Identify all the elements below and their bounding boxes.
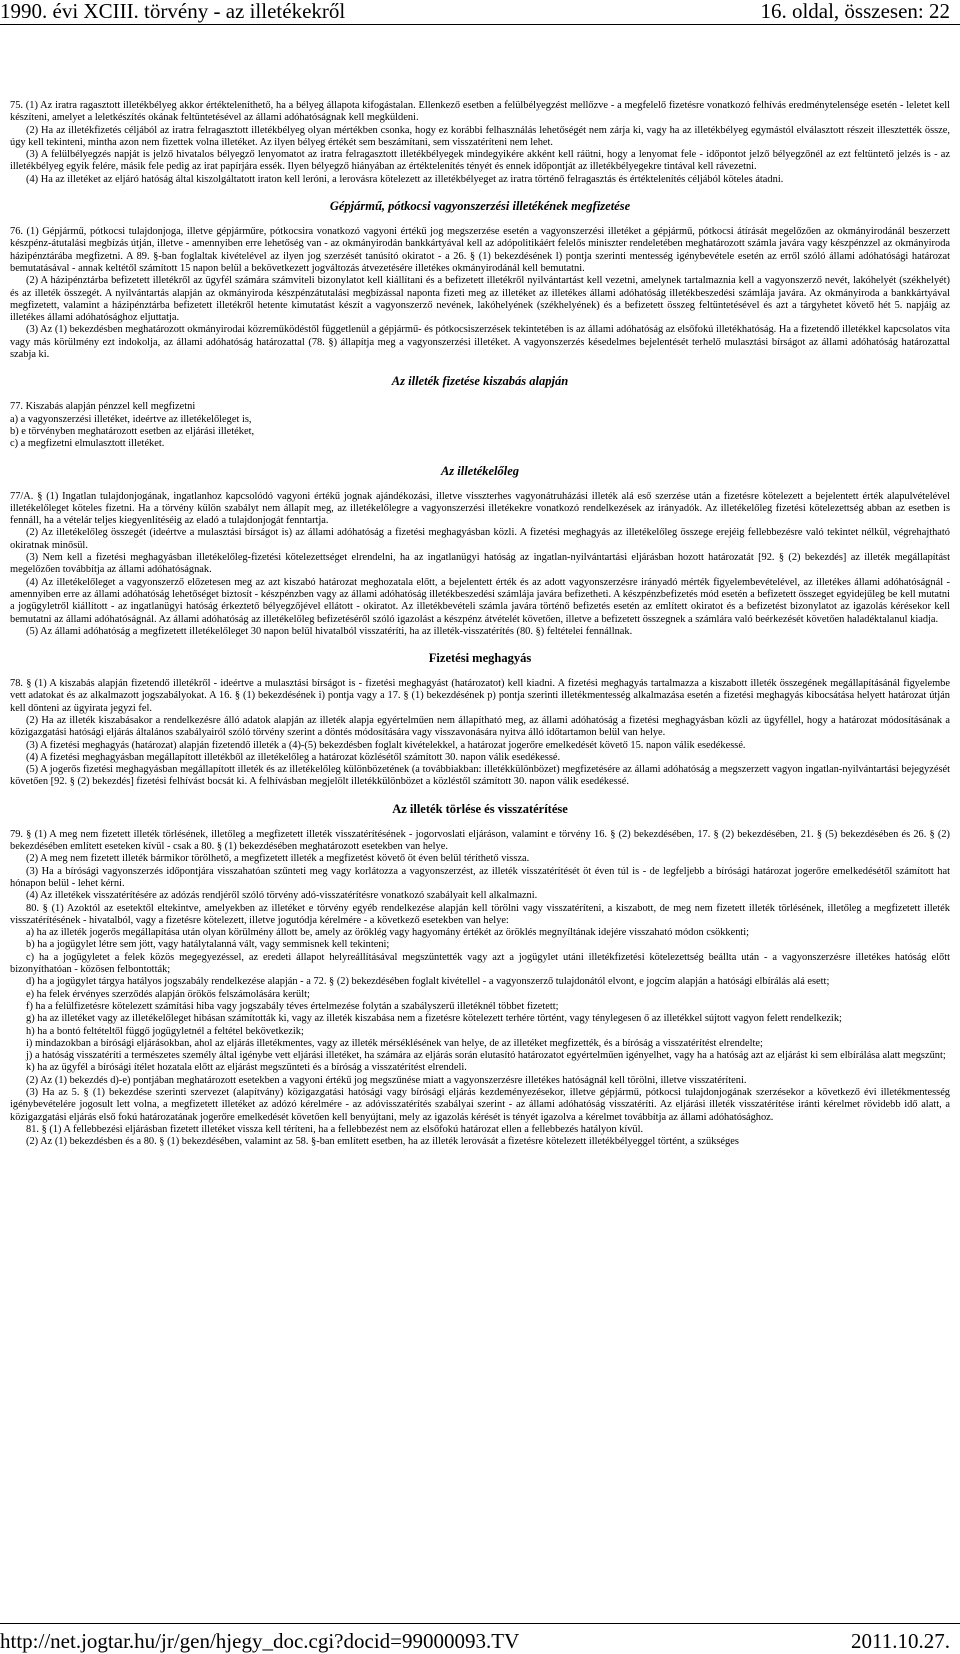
- paragraph: (5) Az állami adóhatóság a megfizetett illetékelőleget 30 napon belül hivatalból visszatéríti, ha az illeték-visszatérítés (80. §) feltételei fennállnak.: [26, 625, 633, 637]
- paragraph: (4) Az illetékek visszatérítésére az adózás rendjéről szóló törvény adó-visszatérítésre vonatkozó szabályait kell alkalmazni.: [26, 890, 538, 902]
- paragraph: k) ha az ügyfél a bírósági ítélet hozatala előtt az eljárást megszünteti és a bíróság a visszatérítést elrendeli.: [26, 1062, 467, 1074]
- page-footer: [0, 1630, 960, 1652]
- section-heading: Gépjármű, pótkocsi vagyonszerzési illetékének megfizetése: [329, 199, 631, 214]
- paragraph: e) ha felek érvényes szerződés alapján örökös felszámolására került;: [26, 988, 310, 1000]
- paragraph: 80. § (1) Azoktól az esetektől eltekintve, amelyekben az illetéket e törvény egyéb rendelkezése alapján kell törölni vagy visszatéríteni, a kiszabott, de meg nem fizetett illeték törlésének, illetőleg a megfizetett illeték visszatérítésének - hivatalból, vagy a fizetésre kötelezett, illetve jogutódja kérelmére - a következő esetekben van helye:: [10, 902, 950, 926]
- paragraph: i) mindazokban a bírósági eljárásokban, ahol az eljárás illetékmentes, vagy az illeték mérséklésének van helye, de az illetéket megfizették, és a bíróság a visszatérítést elrendelte;: [26, 1037, 763, 1049]
- paragraph: (2) Az (1) bekezdésben és a 80. § (1) bekezdésében, valamint az 58. §-ban említett esetben, ha az illeték lerovását a fizetésre kötelezett illetékbélyeggel történt, a szükséges: [26, 1136, 739, 1148]
- paragraph: h) ha a bontó feltételtől függő jogügyletnél a feltétel bekövetkezik;: [26, 1025, 304, 1037]
- paragraph: (3) Az (1) bekezdésben meghatározott okmányirodai közreműködéstől függetlenül a gépjármű- és pótkocsiszerzések tekintetében is az állami adóhatóság az elsőfokú illetékhatóság. Ha a fizetendő illetékkel kapcsolatos vita vagy más körülmény ezt indokolja, az állami adóhatóság határozattal (78. §) állapítja meg a vagyonszerzési illetéket. A vagyonszerzés késedelmes bejelentését terhelő mulasztási bírságot az állami adóhatóság határozattal szabja ki.: [10, 324, 950, 361]
- source-url: http://net.jogtar.hu/jr/gen/hjegy_doc.cgi?docid=99000093.TV: [0, 1629, 520, 1653]
- paragraph: c) ha a jogügyletet a felek közös megegyezéssel, az eredeti állapot helyreállításával megszüntették vagy azt a jogügylet utáni illetékfizetési kötelezettség beállta után - a vagyonszerzésre illetékes hatóság előtt bizonyíthatóan - közösen felbontották;: [10, 951, 950, 976]
- paragraph: (5) A jogerős fizetési meghagyásban megállapított illeték és az illetékelőleg különbözetének (a továbbiakban: illetékkülönbözet) megfizetésére az állami adóhatóság a megszerzett vagyon ingatlan-nyilvántartási bejegyzését követően [92. § (2) bekezdés] fizetési felhívást bocsát ki. A felhívásban megjelölt illetékkülönbözet a közléstől számított 30. napon válik esedékessé.: [10, 764, 950, 788]
- paragraph: (3) Ha az 5. § (1) bekezdése szerinti szervezet (alapítvány) közigazgatási hatósági vagy bírósági eljárás kezdeményezésekor, illetve gépjármű, pótkocsi tulajdonjogának szerzésekor a következő évi illetékmentesség igénybevételére jogosult lett volna, a megfizetett illetéket az adózó kérelmére - az adóvisszatérítés szabályai szerint - az állami adóhatóság visszatéríti. Az eljárási illeték visszatérítése iránti kérelmet rövidebb idő alatt, a közigazgatási eljárás első fokú határozatának jogerőre emelkedését követően kell benyújtani, mely az igazolás kérését is tényét igazolva a kérelmet továbbítja az állami adóhatósághoz.: [10, 1087, 950, 1123]
- paragraph: (3) Nem kell a fizetési meghagyásban illetékelőleg-fizetési kötelezettséget elrendelni, ha az ingatlanügyi hatóság az ingatlan-nyilvántartási eljárásban hozott határozatát [92. § (2) bekezdés] az illeték megállapítást megelőzően továbbítja az állami adóhatóságnak.: [10, 552, 950, 576]
- paragraph: 76. (1) Gépjármű, pótkocsi tulajdonjoga, illetve gépjárműre, pótkocsira vonatkozó vagyoni értékű jog megszerzése esetén a vagyonszerzési illetéket a gépjármű, pótkocsi átírását megelőzően az okmányirodánál beszerzett készpénz-átutalási megbízás útján, illetve - amennyiben erre lehetőség van - az okmányirodán bankkártyával kell az adópolitikáért felelős miniszter rendeletében meghatározott számla javára vagy készpénzzel az okmányiroda házipénztárába megfizetni. A 89. §-ban foglaltak kivételével az ilyen jog szerzését tanúsító okiratot - a 26. § (1) bekezdésének l) pontja szerinti mentesség igénybevétele esetén az erről szóló állami adóhatósági határozat bemutatásával - annak keltétől számított 15 napon belül a bekövetkezett jogváltozás átvezetésére illetékes okmányirodánál kell bemutatni.: [10, 226, 950, 274]
- paragraph: 75. (1) Az iratra ragasztott illetékbélyeg akkor értékteleníthető, ha a bélyeg állapota kifogástalan. Ellenkező esetben a felülbélyegzést mellőzve - a megfelelő fizetésre vonatkozó felhívás eredménytelensége esetén - leletet kell készíteni, amelyet a leletkészítés okának feltüntetésével az állami adóhatóságnak kell megküldeni.: [10, 100, 950, 124]
- paragraph: (3) Ha a bírósági vagyonszerzés időpontjára visszahatóan szűnteti meg vagy korlátozza a vagyonszerzést, az illeték visszatérítését öt éven túl is - de legfeljebb a bírósági határozat jogerőre emelkedésétől számított hat hónapon belül - lehet kérni.: [10, 865, 950, 889]
- paragraph: (2) A házipénztárba befizetett illetékről az ügyfél számára számviteli bizonylatot kell kiállítani és a befizetett illetékről nyilvántartást kell vezetni, amelynek tartalmaznia kell a vagyonszerző nevét, lakóhelyét (székhelyét) és az illeték összegét. A nyilvántartás alapján az okmányiroda készpénzátutalási megbízással naponta fizeti meg az illetéket az illetékes állami adóhatóság illetékbeszedési számlája javára. Az okmányiroda a bankkártyával megfizetett, valamint a házipénztárba befizetett illetékről hetente kimutatást készít a vagyonszerző nevének, lakóhelyének (székhelyének) és a befizetett összeg feltüntetésével és azt a tárgyhetet követő hét 5. napjáig az illetékes állami adóhatósághoz eljuttatja.: [10, 275, 950, 324]
- page-number: 16. oldal, összesen: 22: [760, 0, 950, 23]
- paragraph: j) a hatóság visszatéríti a természetes személy által igénybe vett eljárási illetéket, ha számára az eljárás során elutasító határozatot egyértelműen igényelhet, vagy ha a hatóság azt az eljárást ki sem elbírálása alatt megszűnt;: [26, 1050, 946, 1062]
- section-heading: Fizetési meghagyás: [428, 651, 532, 666]
- paragraph: 81. § (1) A fellebbezési eljárásban fizetett illetéket vissza kell téríteni, ha a fellebbezést nem az elsőfokú határozat ellen a fellebbezés hatályon kívül.: [26, 1123, 644, 1135]
- paragraph: (2) Ha az illeték kiszabásakor a rendelkezésre álló adatok alapján az illeték alapja egyértelműen nem állapítható meg, az állami adóhatóság a fizetési meghagyásban közli az ügyféllel, hogy a határozat módosításának a közigazgatási hatósági eljárás általános szabályairól szóló törvény szerint a döntés módosítására vagy visszavonására nyitva álló időtartamon belül van helye.: [10, 714, 950, 739]
- list-block: 77. Kiszabás alapján pénzzel kell megfizetni a) a vagyonszerzési illetéket, ideértve az illetékelőleget is, b) e törvényben meghatározott esetben az eljárási illetéket, c) a megfizetni elmulasztott illetéket.: [10, 401, 255, 450]
- paragraph: 77/A. § (1) Ingatlan tulajdonjogának, ingatlanhoz kapcsolódó vagyoni értékű jognak ajándékozási, illetve visszterhes vagyonátruházási illeték alá eső szerzése után a fizetésre kötelezett a bejelentett érték alapulvételével illetékelőleget köteles fizetni. Ha a törvény külön szabályt nem állapít meg, az illetékelőlegre a vagyonszerzési illetékekre vonatkozó rendelkezések az irányadók. Az illetékelőleg fizetési kötelezettség abban az esetben is fennáll, ha a vételár teljes kiegyenlítéséig az eladó a tulajdonjogát fenntartja.: [10, 490, 950, 527]
- paragraph: (2) Az (1) bekezdés d)-e) pontjában meghatározott esetekben a vagyoni értékű jog megszűnése miatt a vagyonszerzésre illetékes hatóságnál kell törölni, illetve visszatéríteni.: [26, 1074, 747, 1086]
- section-heading: Az illetékelőleg: [440, 463, 520, 478]
- section-heading: Az illeték törlése és visszatérítése: [392, 801, 568, 816]
- paragraph: f) ha a felülfizetésre kötelezett számítási hiba vagy jogszabály téves értelmezése folytán a szabályszerű illetéknél többet fizetett;: [26, 1000, 559, 1012]
- paragraph: d) ha a jogügylet tárgya hatályos jogszabály rendelkezése alapján - a 72. § (2) bekezdésében foglalt kivétellel - a vagyonszerző tulajdonától elvont, e jogcím alapján a hatósági elbírálás alá esett;: [26, 976, 830, 988]
- print-date: 2011.10.27.: [851, 1629, 950, 1653]
- document-body: [10, 100, 950, 1610]
- header-divider: [0, 24, 960, 25]
- paragraph: a) ha az illeték jogerős megállapítása után olyan körülmény állott be, amely az öröklég vagy hagyomány értékét az öröklés megnyíltának idejére visszaható módon csökkenti;: [26, 927, 750, 939]
- footer-divider: [0, 1623, 960, 1624]
- paragraph: (2) Ha az illetékfizetés céljából az iratra felragasztott illetékbélyeg olyan mértékben csonka, hogy ez korábbi felhasználás lehetőségét nem zárja ki, vagy ha az illetékbélyeg egymástól elválasztott részeit illesztették össze, úgy kell tekinteni, mintha azon nem fizettek volna illetéket. Az ilyen bélyeg értékét sem beszámítani, sem visszatéríteni nem lehet.: [10, 124, 950, 148]
- paragraph: (3) A felülbélyegzés napját is jelző hivatalos bélyegző lenyomatot az iratra felragasztott illetékbélyegek mindegyikére akként kell ráütni, hogy a lenyomat fele - időpontot jelző bélyegzőnél az ezt feltüntető jelzés is - az illetékbélyeg egyik felére, másik fele pedig az irat papírjára essék. Ilyen bélyegző hiányában az értéktelenítés tényét és ennek időpontját az illetékbélyegekre tintával kell rávezetni.: [10, 149, 950, 173]
- section-heading: Az illeték fizetése kiszabás alapján: [391, 374, 569, 389]
- page-header: [0, 0, 960, 22]
- paragraph: (4) Ha az illetéket az eljáró hatóság által kiszolgáltatott iraton kell leróni, a lerovásra kötelezett az illetékbélyeget az iratra történő felragasztás és értéktelenítés céljából köteles átadni.: [26, 173, 784, 185]
- paragraph: (3) A fizetési meghagyás (határozat) alapján fizetendő illeték a (4)-(5) bekezdésben foglalt kivételekkel, a határozat jogerőre emelkedését követő 15. napon válik esedékessé.: [26, 739, 746, 751]
- paragraph: (4) Az illetékelőleget a vagyonszerző előzetesen meg az azt kiszabó határozat meghozatala előtt, a bejelentett érték és az adott vagyonszerzésre irányadó mérték figyelembevételével, az illetékes állami adóhatóságnál - amennyiben erre az állami adóhatóság lehetőséget biztosít - készpénzben vagy az állami adóhatóság illetékbeszedési számlája javára befizetheti. A készpénzbefizetés mód esetén a befizetett összeget egyidejűleg be kell mutatni a jogügyletről kiállított - az ingatlanügyi hatóság érkeztető bélyegzőjével ellátott - okiratot. Az illetékbevételi számla javára történő befizetés esetén az említett okiratot és a befizetést bizonylatot az igazolás kérésekor kell bemutatni az állami adóhatóságnál. Az állami adóhatóság az illetékelőleg befizetéséről szóló igazolást a készpénz átvételét követően, illetve a befizetett összegnek a számlára való beérkezését követően haladéktalanul kiadja.: [10, 576, 950, 625]
- paragraph: g) ha az illetéket vagy az illetékelőleget hibásan számították ki, vagy az illeték kiszabása nem a fizetésre kötelezett terhére történt, vagy ténylegesen ő az illetékkel sújtott vagyon felett rendelkezik;: [26, 1013, 842, 1025]
- paragraph: 79. § (1) A meg nem fizetett illeték törlésének, illetőleg a megfizetett illeték visszatérítésének - jogorvoslati eljáráson, valamint e törvény 16. § (2) bekezdésében, 17. § (2) bekezdésében, 21. § (5) bekezdésében és 26. § (2) bekezdésében említett eseteken kívül - csak a 80. § (1) bekezdésében meghatározott esetekben van helye.: [10, 828, 950, 853]
- paragraph: 78. § (1) A kiszabás alapján fizetendő illetékről - ideértve a mulasztási bírságot is - fizetési meghagyást (határozatot) kell kiadni. A fizetési meghagyás tartalmazza a kiszabott illeték összegének megállapításánál figyelembe vett adatokat és az alkalmazott jogszabályokat. A 16. § (1) bekezdésének i) pontja vagy a 17. § (1) bekezdésének p) pontja szerinti illetékmentesség alkalmazása esetén a fizetési meghagyás kibocsátása helyett határozat útján kell dönteni az ügyirata jegyzi fel.: [10, 678, 950, 714]
- paragraph: (4) A fizetési meghagyásban megállapított illetékből az illetékelőleg a határozat közlésétől számított 30. napon válik esedékessé.: [26, 751, 561, 763]
- paragraph: b) ha a jogügylet létre sem jött, vagy hatálytalanná vált, vagy semmisnek kell tekinteni;: [26, 939, 390, 951]
- paragraph: (2) Az illetékelőleg összegét (ideértve a mulasztási bírságot is) az állami adóhatóság a fizetési meghagyásban közli. A fizetési meghagyás az illetékelőleg összege erejéig fellebbezésre való tekintet nélkül, végrehajtható okiratnak minősül.: [10, 527, 950, 551]
- document-title: 1990. évi XCIII. törvény - az illetékekről: [0, 0, 346, 23]
- paragraph: (2) A meg nem fizetett illeték bármikor törölhető, a megfizetett illeték a megfizetést követő öt éven belül téríthető vissza.: [26, 853, 530, 865]
